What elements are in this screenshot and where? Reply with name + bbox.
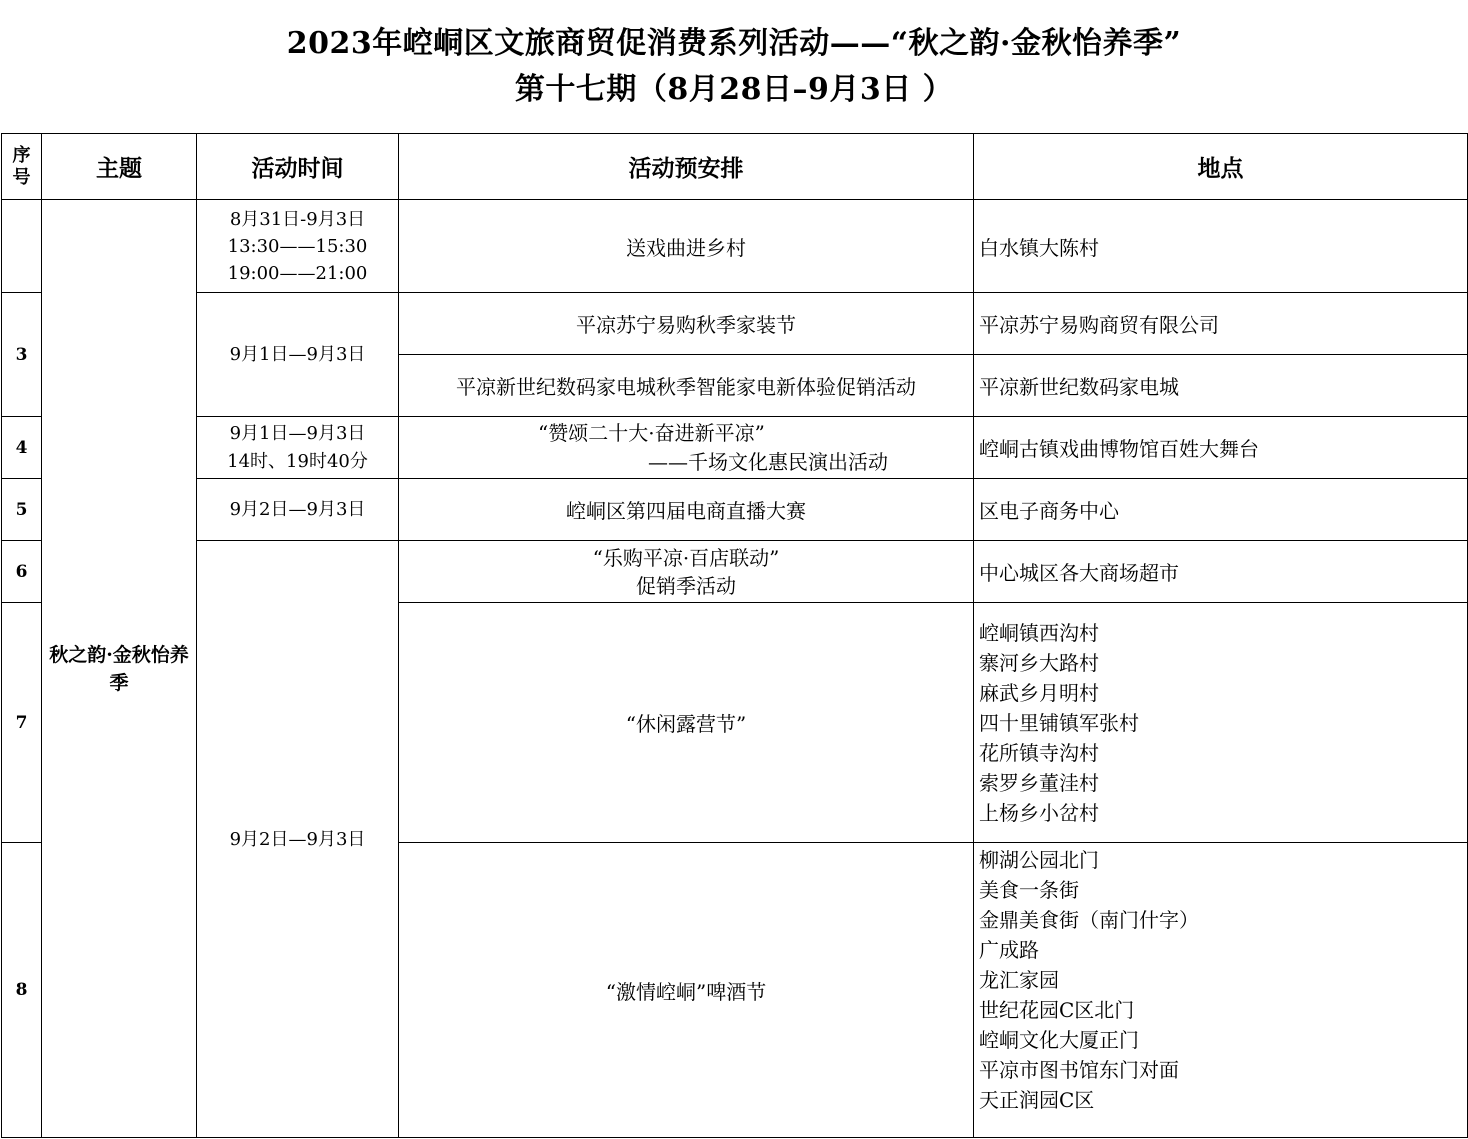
activity-line-1: “赞颂二十大·奋进新平凉” — [538, 420, 765, 445]
row-location: 中心城区各大商场超市 — [974, 541, 1468, 603]
table-row — [2, 417, 1468, 479]
theme-text: 秋之韵·金秋怡养季 — [49, 643, 189, 694]
table-row — [2, 479, 1468, 541]
col-header-location: 地点 — [974, 134, 1468, 200]
row-time: 8月31日-9月3日 13:30——15:30 19:00——21:00 — [197, 200, 399, 293]
table-row — [2, 200, 1468, 293]
row-seq: 3 — [2, 293, 42, 417]
activity-table — [1, 133, 1468, 1138]
row-activity: 崆峒区第四届电商直播大赛 — [399, 479, 974, 541]
row-location: 区电子商务中心 — [974, 479, 1468, 541]
row-location: 崆峒镇西沟村 寨河乡大路村 麻武乡月明村 四十里铺镇军张村 花所镇寺沟村 索罗乡董洼村 上杨乡小岔村 — [974, 603, 1468, 843]
row-time: 9月1日—9月3日 14时、19时40分 — [197, 417, 399, 479]
title-line-2: 第十七期（8月28日–9月3日 ） — [514, 71, 954, 107]
row-activity: “激情崆峒”啤酒节 — [399, 843, 974, 1138]
col-header-seq: 序号 — [2, 134, 42, 200]
col-header-theme: 主题 — [42, 134, 197, 200]
row-seq: 8 — [2, 843, 42, 1138]
row-seq: 6 — [2, 541, 42, 603]
row-time: 9月2日—9月3日 — [197, 541, 399, 1138]
row-location: 白水镇大陈村 — [974, 200, 1468, 293]
row-seq: 7 — [2, 603, 42, 843]
row-seq: 5 — [2, 479, 42, 541]
row-location: 平凉新世纪数码家电城 — [974, 355, 1468, 417]
row-activity: 平凉苏宁易购秋季家装节 — [399, 293, 974, 355]
title-block — [0, 0, 1468, 133]
row-activity: 送戏曲进乡村 — [399, 200, 974, 293]
theme-cell — [42, 200, 197, 1138]
row-seq — [2, 200, 42, 293]
table-row — [2, 541, 1468, 603]
header-row — [2, 134, 1468, 200]
row-location: 柳湖公园北门 美食一条街 金鼎美食街（南门什字） 广成路 龙汇家园 世纪花园C区北门 崆峒文化大厦正门 平凉市图书馆东门对面 天正润园C区 — [974, 843, 1468, 1138]
row-activity: 平凉新世纪数码家电城秋季智能家电新体验促销活动 — [399, 355, 974, 417]
row-activity: “休闲露营节” — [399, 603, 974, 843]
row-activity: “乐购平凉·百店联动” 促销季活动 — [399, 541, 974, 603]
row-activity — [399, 417, 974, 479]
row-time: 9月2日—9月3日 — [197, 479, 399, 541]
table-row — [2, 293, 1468, 355]
col-header-arrangement: 活动预安排 — [399, 134, 974, 200]
col-header-time: 活动时间 — [197, 134, 399, 200]
title-line-1: 2023年崆峒区文旅商贸促消费系列活动——“秋之韵·金秋怡养季” — [286, 25, 1182, 61]
activity-line-2: ——千场文化惠民演出活动 — [648, 449, 888, 474]
row-seq: 4 — [2, 417, 42, 479]
row-location: 平凉苏宁易购商贸有限公司 — [974, 293, 1468, 355]
row-time: 9月1日—9月3日 — [197, 293, 399, 417]
row-location: 崆峒古镇戏曲博物馆百姓大舞台 — [974, 417, 1468, 479]
